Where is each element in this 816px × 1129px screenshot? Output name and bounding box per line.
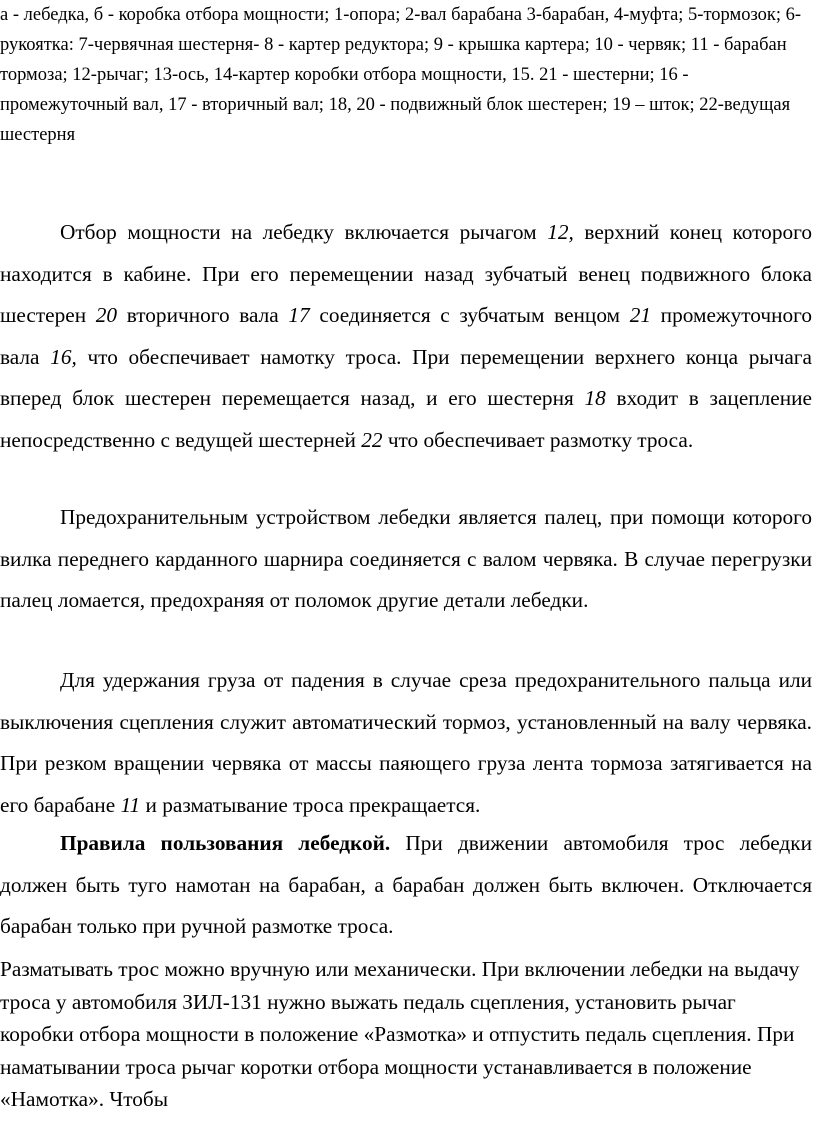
- usage-rules-heading: Правила пользования лебедкой.: [60, 831, 391, 855]
- paragraph-power-takeoff: Отбор мощности на лебедку включается рычагом 12, верхний конец которого находится в кабине. При его перемещении назад зубчатый венец подвижного блока шестерен 20 вторичного вала 17 соединяется с зубчатым венцом 21 промежуточного вала 16, что обеспечивает намотку троса. При перемещении верхнего конца рычага вперед блок шестерен перемещается назад, и его шестерня 18 входит в зацепление непосредственно с ведущей шестерней 22 что обеспечивает размотку троса.: [0, 220, 812, 452]
- ref-gear-18: 18: [584, 386, 606, 410]
- ref-drum-11: 11: [120, 792, 141, 817]
- ref-shaft-17: 17: [288, 303, 310, 327]
- paragraph-automatic-brake: Для удержания груза от падения в случае среза предохранительного пальца или выключения сцепления служит автоматический тормоз, установленный на валу червяка. При резком вращении червяка от массы паяющего груза лента тормоза затягивается на его барабане 11 и разматывание троса прекращается.: [0, 668, 812, 817]
- ref-gear-21: 21: [629, 303, 652, 327]
- ref-gear-block-20: 20: [95, 303, 118, 327]
- ref-gear-22: 22: [361, 427, 383, 452]
- figure-caption: а - лебедка, б - коробка отбора мощности; 1-опора; 2-вал барабана 3-барабан, 4-муфта; 5-тормозок; 6-рукоятка: 7-червячная шестерня- 8 - картер редуктора; 9 - крышка картера; 10 - червяк; 11 - барабан тормоза; 12-рычаг; 13-ось, 14-картер коробки отбора мощности, 15. 21 - шестерни; 16 - промежуточный вал, 17 - вторичный вал; 18, 20 - подвижный блок шестерен; 19 – шток; 22-ведущая шестерня: [0, 5, 802, 145]
- ref-shaft-16: 16,: [50, 344, 77, 369]
- ref-lever-12: 12,: [547, 220, 574, 244]
- paragraph-unwinding: Разматывать трос можно вручную или механически. При включении лебедки на выдачу троса у автомобиля ЗИЛ-131 нужно выжать педаль сцепления, установить рычаг коробки отбора мощности в положение «Размотка» и отпустить педаль сцепления. При наматывании троса рычаг коротки отбора мощности устанавливается в положение «Намотка». Чтобы: [0, 957, 800, 1111]
- paragraph-safety-pin: Предохранительным устройством лебедки является палец, при помощи которого вилка переднего карданного шарнира соединяется с валом червяка. В случае перегрузки палец ломается, предохраняя от поломок другие детали лебедки.: [0, 505, 812, 612]
- paragraph-usage-rules: Правила пользования лебедкой. При движении автомобиля трос лебедки должен быть туго намотан на барабан, а барабан должен быть включен. Отключается барабан только при ручной размотке троса.: [0, 831, 812, 938]
